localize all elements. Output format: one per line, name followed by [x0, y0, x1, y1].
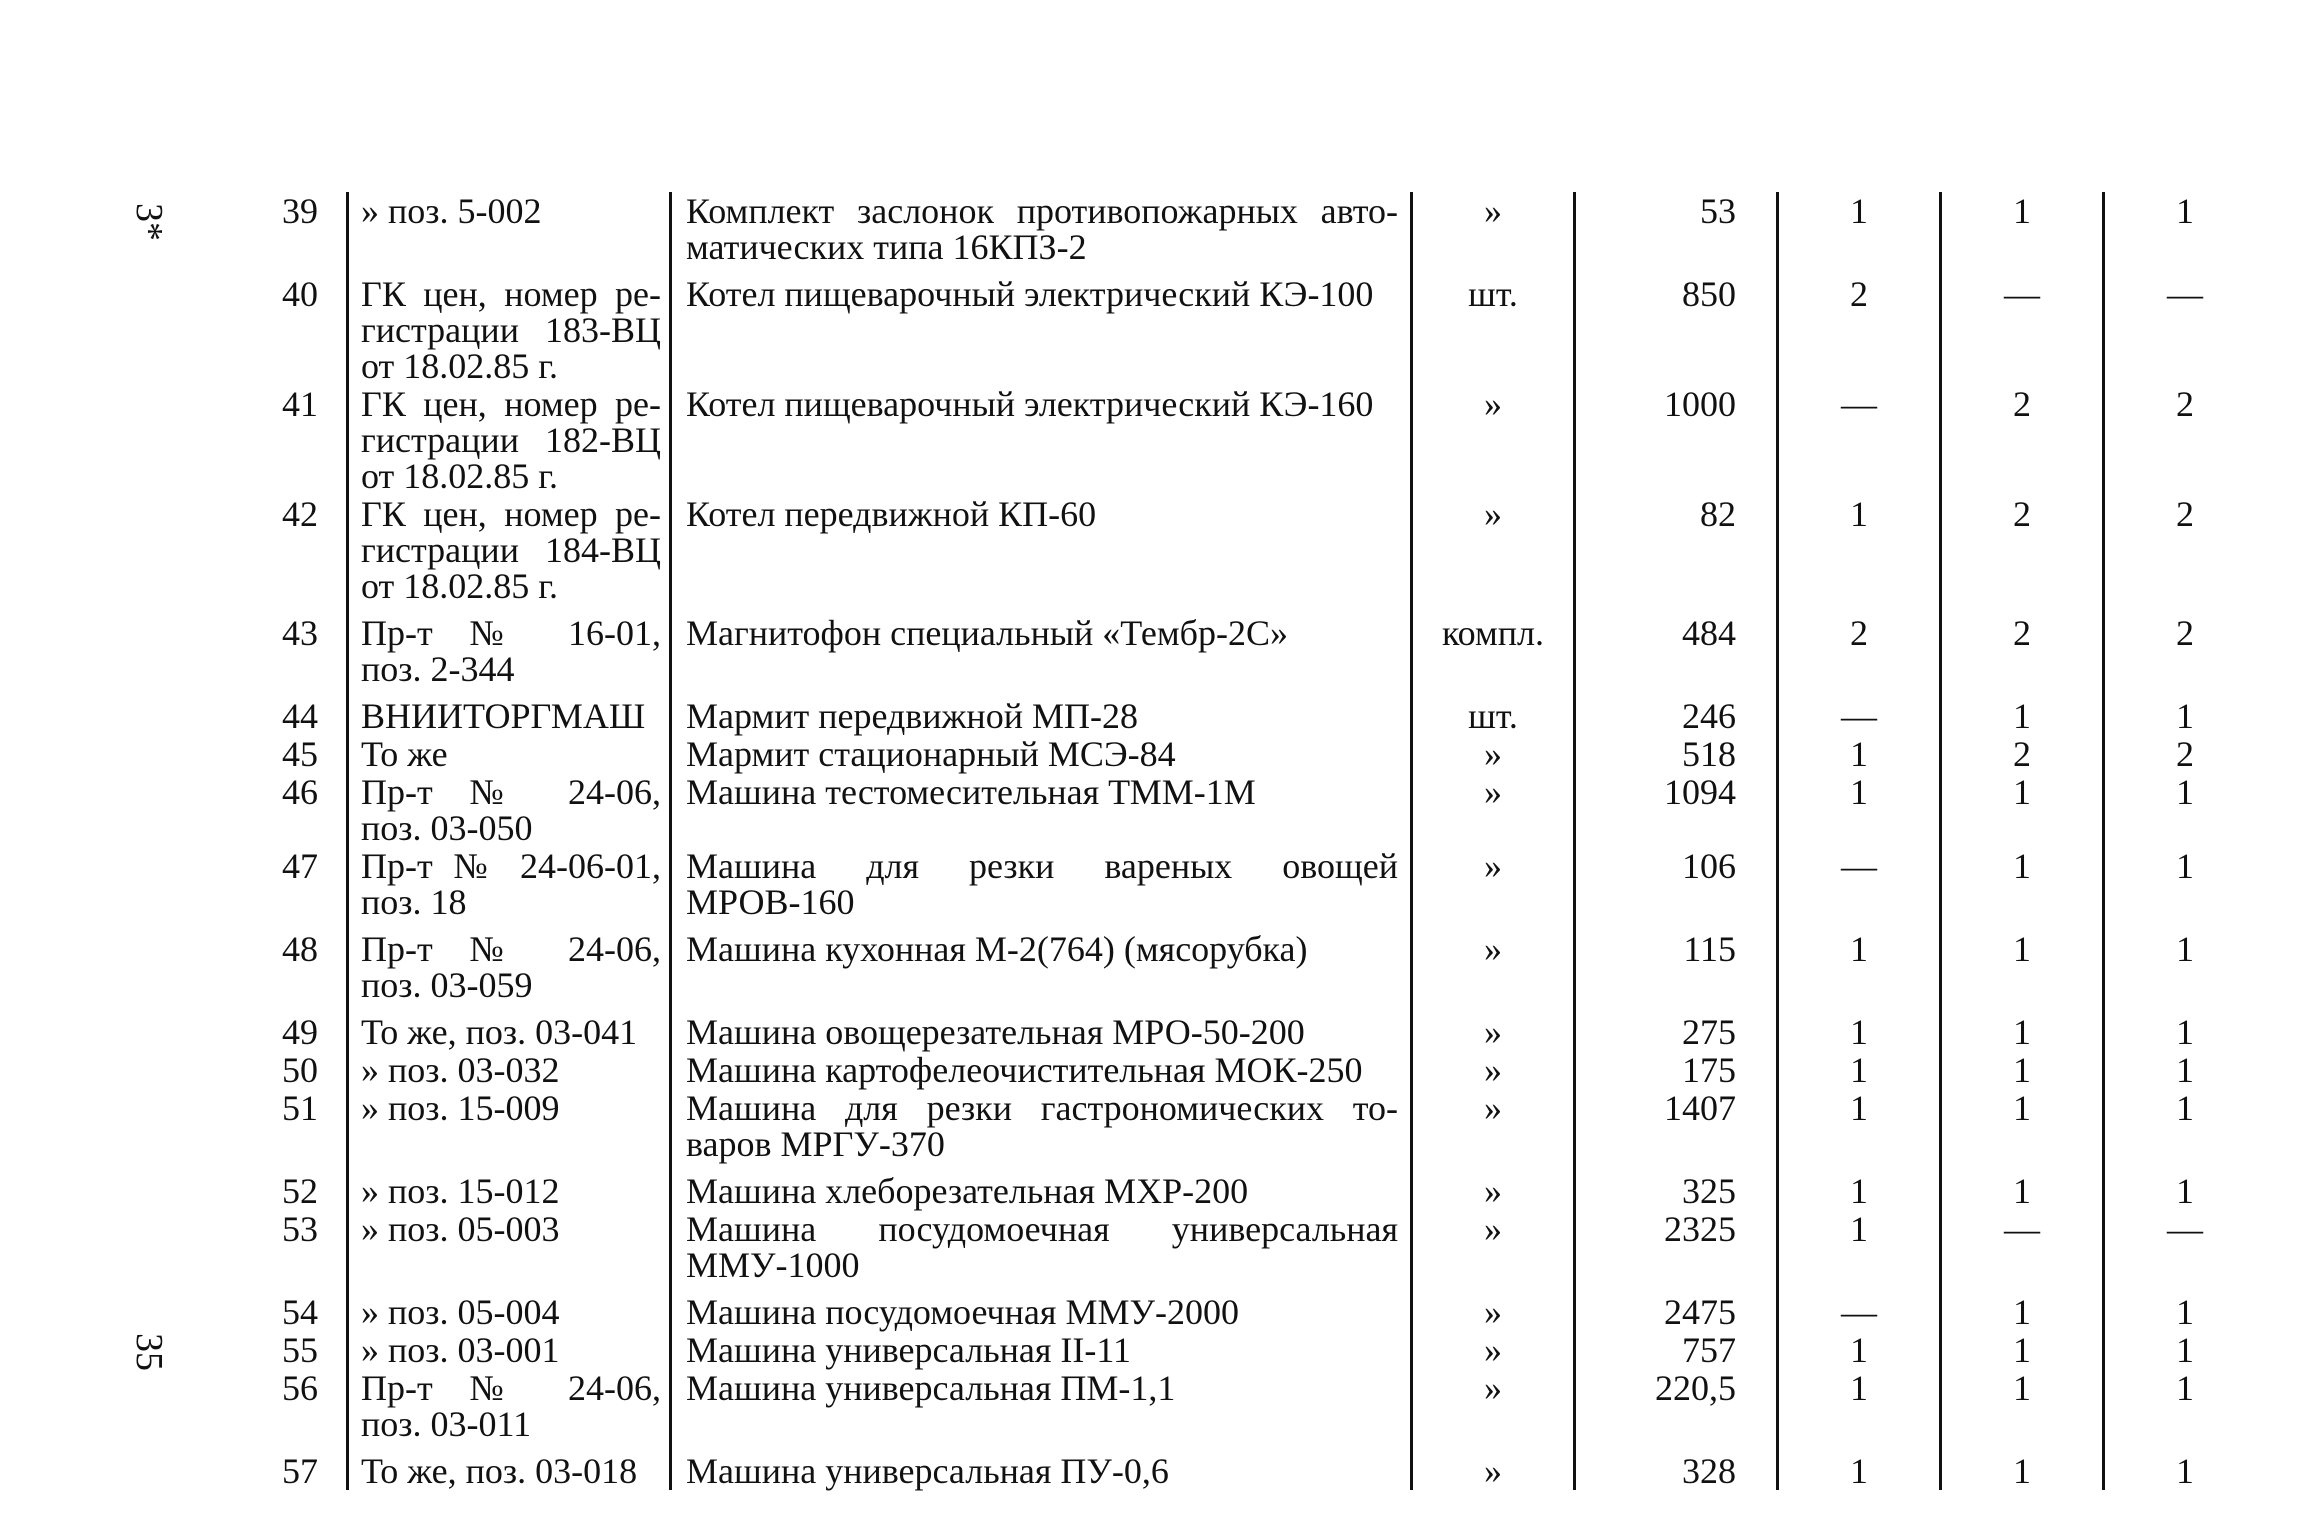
- quantity-col-3: 2: [2176, 613, 2194, 653]
- equipment-name: [671, 1369, 1412, 1452]
- name-line: Машина для резки вареных овощей: [686, 846, 1398, 886]
- quantity-col-3: 1: [2176, 1330, 2194, 1370]
- source-line: от 18.02.85 г.: [361, 346, 558, 386]
- quantity-col-1: —: [1778, 697, 1941, 735]
- source-line: То же: [361, 734, 448, 774]
- source-line: Пр-т № 24-06,: [361, 772, 661, 812]
- quantity-col-3: 1: [2176, 1171, 2194, 1211]
- unit-price: 1407: [1575, 1089, 1778, 1172]
- unit-price: 484: [1575, 614, 1778, 697]
- quantity-col-1: —: [1778, 385, 1941, 495]
- source-document: [348, 1172, 671, 1210]
- unit-price: 850: [1575, 275, 1778, 385]
- quantity-col-2: 1: [1941, 773, 2104, 847]
- unit-of-measure: »: [1412, 1210, 1575, 1293]
- unit-price: 246: [1575, 697, 1778, 735]
- row-number: 40: [282, 274, 318, 314]
- quantity-col-1: 1: [1778, 1452, 1941, 1490]
- source-document: [348, 1369, 671, 1452]
- unit-price: 325: [1575, 1172, 1778, 1210]
- table-row: [208, 275, 2265, 385]
- source-document: [348, 735, 671, 773]
- source-line: ГК цен, номер ре-: [361, 384, 661, 424]
- table-row: [208, 1452, 2265, 1490]
- name-line: Машина посудомоечная ММУ-2000: [686, 1292, 1239, 1332]
- quantity-col-3: 1: [2176, 1088, 2194, 1128]
- source-document: [348, 614, 671, 697]
- equipment-name: [671, 847, 1412, 930]
- unit-price: 53: [1575, 192, 1778, 275]
- unit-of-measure: шт.: [1412, 275, 1575, 385]
- row-number: 41: [282, 384, 318, 424]
- equipment-name: [671, 1210, 1412, 1293]
- quantity-col-3: 2: [2176, 494, 2194, 534]
- source-line: ГК цен, номер ре-: [361, 274, 661, 314]
- quantity-col-3: —: [2167, 274, 2203, 314]
- corner-mark: 3*: [128, 203, 170, 241]
- quantity-col-3: 1: [2176, 1050, 2194, 1090]
- quantity-col-1: 1: [1778, 735, 1941, 773]
- quantity-col-3: 1: [2176, 929, 2194, 969]
- source-line: от 18.02.85 г.: [361, 456, 558, 496]
- row-number: 53: [282, 1209, 318, 1249]
- quantity-col-3: 1: [2176, 1292, 2194, 1332]
- source-document: [348, 773, 671, 847]
- equipment-table: [208, 192, 2265, 1490]
- table-row: [208, 495, 2265, 614]
- unit-of-measure: компл.: [1412, 614, 1575, 697]
- row-number: 44: [282, 696, 318, 736]
- unit-price: 1094: [1575, 773, 1778, 847]
- quantity-col-2: 1: [1941, 1172, 2104, 1210]
- quantity-col-3: —: [2167, 1209, 2203, 1249]
- quantity-col-2: 1: [1941, 1089, 2104, 1172]
- source-line: » поз. 03-001: [361, 1330, 560, 1370]
- unit-price: 2325: [1575, 1210, 1778, 1293]
- row-number: 47: [282, 846, 318, 886]
- quantity-col-1: 1: [1778, 1089, 1941, 1172]
- name-line: Машина универсальная ПУ-0,6: [686, 1451, 1169, 1491]
- equipment-name: [671, 735, 1412, 773]
- unit-of-measure: »: [1412, 495, 1575, 614]
- source-line: поз. 03-050: [361, 808, 533, 848]
- quantity-col-1: 1: [1778, 1013, 1941, 1051]
- quantity-col-2: 1: [1941, 1293, 2104, 1331]
- source-line: Пр-т № 24-06-01,: [361, 846, 661, 886]
- table-row: [208, 1013, 2265, 1051]
- source-line: Пр-т № 24-06,: [361, 1368, 661, 1408]
- equipment-name: [671, 275, 1412, 385]
- source-line: То же, поз. 03-018: [361, 1451, 638, 1491]
- name-line: Машина тестомесительная ТММ-1М: [686, 772, 1256, 812]
- unit-of-measure: »: [1412, 1452, 1575, 1490]
- name-line: Мармит стационарный МСЭ-84: [686, 734, 1176, 774]
- name-line: Машина универсальная ПМ-1,1: [686, 1368, 1176, 1408]
- name-line: Машина картофелеочистительная МОК-250: [686, 1050, 1363, 1090]
- quantity-col-2: 1: [1941, 847, 2104, 930]
- equipment-name: [671, 1051, 1412, 1089]
- quantity-col-1: 2: [1778, 614, 1941, 697]
- name-line: Машина посудомоечная универсальная: [686, 1209, 1398, 1249]
- unit-of-measure: »: [1412, 847, 1575, 930]
- unit-of-measure: »: [1412, 1051, 1575, 1089]
- quantity-col-3: 2: [2176, 734, 2194, 774]
- unit-of-measure: »: [1412, 1331, 1575, 1369]
- quantity-col-2: 2: [1941, 735, 2104, 773]
- source-line: ВНИИТОРГМАШ: [361, 696, 646, 736]
- quantity-col-3: 1: [2176, 846, 2194, 886]
- source-document: [348, 1051, 671, 1089]
- table-row: [208, 1293, 2265, 1331]
- quantity-col-2: 1: [1941, 1051, 2104, 1089]
- equipment-table-body: [208, 192, 2265, 1490]
- table-row: [208, 735, 2265, 773]
- quantity-col-3: 2: [2176, 384, 2194, 424]
- source-line: гистрации 184-ВЦ: [361, 530, 661, 570]
- unit-price: 175: [1575, 1051, 1778, 1089]
- name-line: Комплект заслонок противопожарных авто-: [686, 191, 1398, 231]
- source-line: поз. 2-344: [361, 649, 515, 689]
- unit-of-measure: »: [1412, 1089, 1575, 1172]
- unit-of-measure: шт.: [1412, 697, 1575, 735]
- name-line: матических типа 16КПЗ-2: [686, 227, 1087, 267]
- equipment-name: [671, 1293, 1412, 1331]
- source-line: Пр-т № 24-06,: [361, 929, 661, 969]
- unit-price: 220,5: [1575, 1369, 1778, 1452]
- quantity-col-2: 1: [1941, 1331, 2104, 1369]
- equipment-name: [671, 697, 1412, 735]
- source-line: поз. 03-059: [361, 965, 533, 1005]
- source-document: [348, 385, 671, 495]
- equipment-name: [671, 1172, 1412, 1210]
- table-row: [208, 614, 2265, 697]
- source-line: поз. 03-011: [361, 1404, 532, 1444]
- quantity-col-2: 1: [1941, 1013, 2104, 1051]
- quantity-col-1: 2: [1778, 275, 1941, 385]
- unit-price: 2475: [1575, 1293, 1778, 1331]
- table-row: [208, 930, 2265, 1013]
- unit-price: 275: [1575, 1013, 1778, 1051]
- equipment-name: [671, 385, 1412, 495]
- name-line: ММУ-1000: [686, 1245, 860, 1285]
- row-number: 48: [282, 929, 318, 969]
- table-row: [208, 192, 2265, 275]
- unit-of-measure: »: [1412, 1172, 1575, 1210]
- row-number: 56: [282, 1368, 318, 1408]
- unit-of-measure: »: [1412, 1013, 1575, 1051]
- unit-of-measure: »: [1412, 773, 1575, 847]
- unit-price: 1000: [1575, 385, 1778, 495]
- unit-of-measure: »: [1412, 192, 1575, 275]
- source-document: [348, 275, 671, 385]
- name-line: Машина для резки гастрономических то-: [686, 1088, 1398, 1128]
- quantity-col-3: 1: [2176, 772, 2194, 812]
- row-number: 50: [282, 1050, 318, 1090]
- row-number: 45: [282, 734, 318, 774]
- equipment-name: [671, 773, 1412, 847]
- source-document: [348, 1452, 671, 1490]
- table-row: [208, 1210, 2265, 1293]
- equipment-name: [671, 1331, 1412, 1369]
- source-document: [348, 1210, 671, 1293]
- unit-of-measure: »: [1412, 1369, 1575, 1452]
- row-number: 57: [282, 1451, 318, 1491]
- quantity-col-2: 1: [1941, 192, 2104, 275]
- unit-price: 115: [1575, 930, 1778, 1013]
- equipment-name: [671, 930, 1412, 1013]
- equipment-name: [671, 1013, 1412, 1051]
- quantity-col-1: 1: [1778, 1051, 1941, 1089]
- source-document: [348, 1013, 671, 1051]
- quantity-col-2: 1: [1941, 930, 2104, 1013]
- page-number: 35: [128, 1333, 170, 1371]
- source-line: То же, поз. 03-041: [361, 1012, 638, 1052]
- source-line: » поз. 03-032: [361, 1050, 560, 1090]
- table-row: [208, 773, 2265, 847]
- source-document: [348, 1089, 671, 1172]
- name-line: Котел пищеварочный электрический КЭ-100: [686, 274, 1374, 314]
- unit-price: 106: [1575, 847, 1778, 930]
- source-document: [348, 1331, 671, 1369]
- source-document: [348, 192, 671, 275]
- name-line: МРОВ-160: [686, 882, 855, 922]
- table-row: [208, 1051, 2265, 1089]
- equipment-name: [671, 1089, 1412, 1172]
- unit-price: 82: [1575, 495, 1778, 614]
- unit-price: 518: [1575, 735, 1778, 773]
- name-line: Котел пищеварочный электрический КЭ-160: [686, 384, 1374, 424]
- unit-of-measure: »: [1412, 735, 1575, 773]
- quantity-col-2: 2: [1941, 385, 2104, 495]
- name-line: Машина овощерезательная МРО-50-200: [686, 1012, 1305, 1052]
- source-line: » поз. 05-003: [361, 1209, 560, 1249]
- source-line: поз. 18: [361, 882, 467, 922]
- quantity-col-2: 2: [1941, 614, 2104, 697]
- source-document: [348, 847, 671, 930]
- source-line: от 18.02.85 г.: [361, 566, 558, 606]
- table-row: [208, 1172, 2265, 1210]
- quantity-col-1: 1: [1778, 1369, 1941, 1452]
- quantity-col-2: —: [1941, 275, 2104, 385]
- unit-of-measure: »: [1412, 930, 1575, 1013]
- source-line: » поз. 15-009: [361, 1088, 560, 1128]
- quantity-col-1: 1: [1778, 773, 1941, 847]
- source-line: Пр-т № 16-01,: [361, 613, 661, 653]
- source-document: [348, 930, 671, 1013]
- source-document: [348, 697, 671, 735]
- quantity-col-2: 1: [1941, 1369, 2104, 1452]
- equipment-name: [671, 192, 1412, 275]
- unit-of-measure: »: [1412, 1293, 1575, 1331]
- quantity-col-1: —: [1778, 1293, 1941, 1331]
- unit-price: 328: [1575, 1452, 1778, 1490]
- row-number: 54: [282, 1292, 318, 1332]
- quantity-col-1: 1: [1778, 1210, 1941, 1293]
- source-line: гистрации 182-ВЦ: [361, 420, 661, 460]
- table-row: [208, 847, 2265, 930]
- quantity-col-2: 1: [1941, 697, 2104, 735]
- quantity-col-1: 1: [1778, 930, 1941, 1013]
- name-line: Котел передвижной КП-60: [686, 494, 1097, 534]
- quantity-col-3: 1: [2176, 1368, 2194, 1408]
- name-line: варов МРГУ-370: [686, 1124, 945, 1164]
- name-line: Магнитофон специальный «Тембр-2С»: [686, 613, 1288, 653]
- row-number: 46: [282, 772, 318, 812]
- quantity-col-1: 1: [1778, 192, 1941, 275]
- row-number: 52: [282, 1171, 318, 1211]
- quantity-col-3: 1: [2176, 1012, 2194, 1052]
- name-line: Машина хлеборезательная МХР-200: [686, 1171, 1249, 1211]
- unit-price: 757: [1575, 1331, 1778, 1369]
- row-number: 42: [282, 494, 318, 534]
- source-document: [348, 1293, 671, 1331]
- equipment-name: [671, 495, 1412, 614]
- equipment-name: [671, 614, 1412, 697]
- row-number: 39: [282, 191, 318, 231]
- equipment-name: [671, 1452, 1412, 1490]
- row-number: 51: [282, 1088, 318, 1128]
- table-row: [208, 697, 2265, 735]
- table-row: [208, 1369, 2265, 1452]
- quantity-col-1: —: [1778, 847, 1941, 930]
- name-line: Машина универсальная II-11: [686, 1330, 1132, 1370]
- source-line: гистрации 183-ВЦ: [361, 310, 661, 350]
- table-row: [208, 1089, 2265, 1172]
- quantity-col-2: 1: [1941, 1452, 2104, 1490]
- quantity-col-2: —: [1941, 1210, 2104, 1293]
- quantity-col-2: 2: [1941, 495, 2104, 614]
- row-number: 55: [282, 1330, 318, 1370]
- quantity-col-3: 1: [2176, 696, 2194, 736]
- name-line: Машина кухонная М-2(764) (мясорубка): [686, 929, 1308, 969]
- name-line: Мармит передвижной МП-28: [686, 696, 1138, 736]
- row-number: 43: [282, 613, 318, 653]
- table-row: [208, 1331, 2265, 1369]
- quantity-col-1: 1: [1778, 495, 1941, 614]
- source-line: » поз. 5-002: [361, 191, 542, 231]
- quantity-col-1: 1: [1778, 1331, 1941, 1369]
- quantity-col-1: 1: [1778, 1172, 1941, 1210]
- row-number: 49: [282, 1012, 318, 1052]
- quantity-col-3: 1: [2176, 191, 2194, 231]
- source-line: ГК цен, номер ре-: [361, 494, 661, 534]
- unit-of-measure: »: [1412, 385, 1575, 495]
- table-row: [208, 385, 2265, 495]
- source-document: [348, 495, 671, 614]
- source-line: » поз. 15-012: [361, 1171, 560, 1211]
- quantity-col-3: 1: [2176, 1451, 2194, 1491]
- source-line: » поз. 05-004: [361, 1292, 560, 1332]
